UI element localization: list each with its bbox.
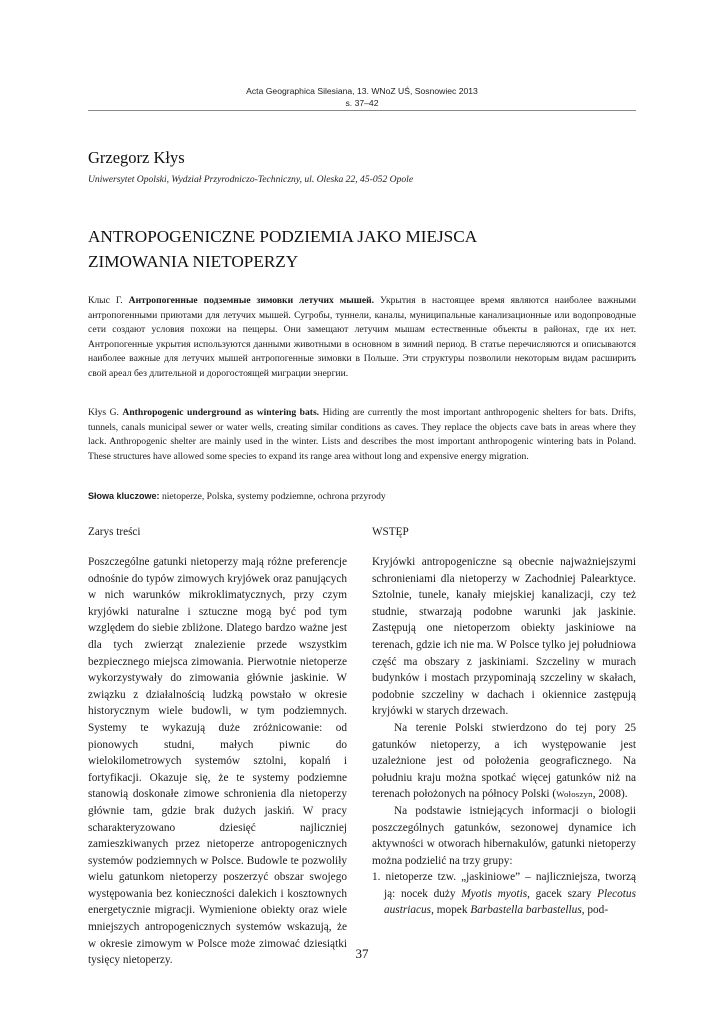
introduction-heading: WSTĘP (372, 526, 409, 538)
abstract-ru-author: Клыс Г. (88, 295, 123, 306)
intro-p2-end: , 2008). (592, 788, 628, 801)
species-name: Barbastella barbastellus (470, 904, 582, 917)
page-number: 37 (355, 946, 369, 961)
outline-heading: Zarys treści (88, 526, 141, 538)
header-divider (88, 110, 636, 111)
journal-pages: s. 37–42 (345, 97, 379, 108)
abstract-en-title: Anthropogenic underground as wintering bats. (122, 407, 320, 418)
intro-paragraph-2 (372, 720, 636, 803)
keywords-label: Słowa kluczowe: (88, 491, 160, 501)
paper-title (88, 224, 636, 274)
abstract-en-text: Hiding are currently the most important anthropogenic shelters for bats. Drifts, tunnels, canals municipal sewer or water wells, creating similar conditions as caves. They replace the objects cave bats in areas where they lack. Anthropogenic shelter are mainly used in the winter. Lists and describes the most important anthropogenic wintering bats in Poland. These structures have allowed some species to expand its range area without long and expensive energy migration. (88, 407, 636, 462)
journal-header (88, 86, 636, 109)
abstract-en-author: Kłys G. (88, 407, 119, 418)
keywords-text: nietoperze, Polska, systemy podziemne, ochrona przyrody (161, 491, 386, 502)
left-column (88, 554, 347, 969)
list-item-text-4: , pod- (581, 904, 609, 917)
keywords (88, 491, 636, 502)
species-name: Plecotus austriacus (384, 887, 636, 917)
journal-citation: Acta Geographica Silesiana, 13. WNoZ UŚ, Sosnowiec 2013 (246, 86, 478, 96)
list-item-text-2: , gacek szary (527, 887, 598, 900)
right-column (372, 554, 636, 919)
outline-text: Poszczególne gatunki nietoperzy mają różne preferencje odnośnie do typów zimowych kryjówek oraz panujących w nich warunków mikroklimatycznych, przy czym kryjówki naturalne i sztuczne mogą być pod tym względem do siebie zbliżone. Dlatego bardzo ważne jest dla tych zwierząt znalezienie przede wszystkim bezpiecznego miejsca zimowania. Pierwotnie nietoperze wykorzystywały do zimowania głównie jaskinie. W związku z działalnością ludzką powstało w okresie historycznym wiele budowli, w tym podziemnych. Systemy te wykazują duże zróżnicowanie: od pionowych studni, małych piwnic do wielokilometrowych systemów sztolni, kopalń i fortyfikacji. Okazuje się, że te systemy podziemne stanowią doskonałe zimowe schronienia dla nietoperzy głównie tam, gdzie brak dużych jaskiń. W pracy scharakteryzowano dziesięć najliczniej zamieszkiwanych przez nietoperze antropogenicznych systemów podziemnych w Polsce. Budowle te pozwoliły wielu gatunkom nietoperzy poszerzyć obszar swojego występowania bez konieczności dalekich i kosztownych energetycznie migracji. Wymienione obiekty oraz wiele mniejszych antropogenicznych systemów wskazują, że w okresie zimowym w Polsce może zimować dziesiątki tysięcy nietoperzy. (88, 556, 347, 967)
abstract-ru-text: Укрытия в настоящее время являются наиболее важными антропогенными приютами для летучих мышей. Сугробы, туннели, каналы, муниципальные канализационные или водопроводные сети создают условия похожи на пещеры. Они замещают летучим мышам естественные объекты в районах, где их нет. Антропогенные укрытия используются данными животными в основном в зимний период. В статье перечисляются и описываются наиболее важные для летучих мышей антропогенные зимовки в Польше. Эти структуры позволили некоторым видам расширить свой ареал без длительной и дорогостоящей миграции энергии. (88, 295, 636, 379)
intro-paragraph-3: Na podstawie istniejących informacji o biologii poszczególnych gatunków, sezonowej dynamice ich aktywności w otworach hibernakulów, gatunki nietoperzy można podzielić na trzy grupy: (372, 804, 636, 867)
citation-author: Wołoszyn (556, 789, 593, 800)
intro-p2-text: Na terenie Polski stwierdzono do tej pory 25 gatunków nietoperzy, a ich występowanie jest uzależnione jest od położenia geograficznego. Na południu kraju można spotkać więcej gatunków niż na terenach położonych na północy Polski ( (372, 721, 636, 801)
author-affiliation: Uniwersytet Opolski, Wydział Przyrodniczo-Techniczny, ul. Oleska 22, 45-052 Opole (88, 174, 414, 185)
species-name: Myotis myotis (461, 887, 528, 900)
paper-title-line1: ANTROPOGENICZNE PODZIEMIA JAKO MIEJSCA (88, 227, 478, 246)
author-name: Grzegorz Kłys (88, 148, 185, 167)
paper-title-line2: ZIMOWANIA NIETOPERZY (88, 252, 299, 271)
list-item (372, 869, 636, 919)
abstract-english (88, 406, 636, 464)
list-item-text: 1. nietoperze tzw. „jaskiniowe” – najliczniejsza, tworzą ją: nocek duży (372, 871, 636, 900)
list-item-text-3: , mopek (431, 904, 471, 917)
abstract-russian (88, 294, 636, 382)
intro-paragraph-1: Kryjówki antropogeniczne są obecnie najważniejszymi schronieniami dla nietoperzy w Zachodniej Palearktyce. Sztolnie, tunele, kanały miejskiej kanalizacji, czy też studnie, stwarzają podobne warunki jak jaskinie. Zastępują one nietoperzom obiekty jaskiniowe na terenach, gdzie ich nie ma. W Polsce tylko jej południowa część ma obszary z jaskiniami. Szczeliny w murach budynków i mostach przypominają szczeliny w skałach, podobnie szczeliny w dachach i okiennice zastępują kryjówki w starych drzewach. (372, 556, 636, 718)
abstract-ru-title: Антропогенные подземные зимовки летучих мышей. (128, 295, 375, 306)
